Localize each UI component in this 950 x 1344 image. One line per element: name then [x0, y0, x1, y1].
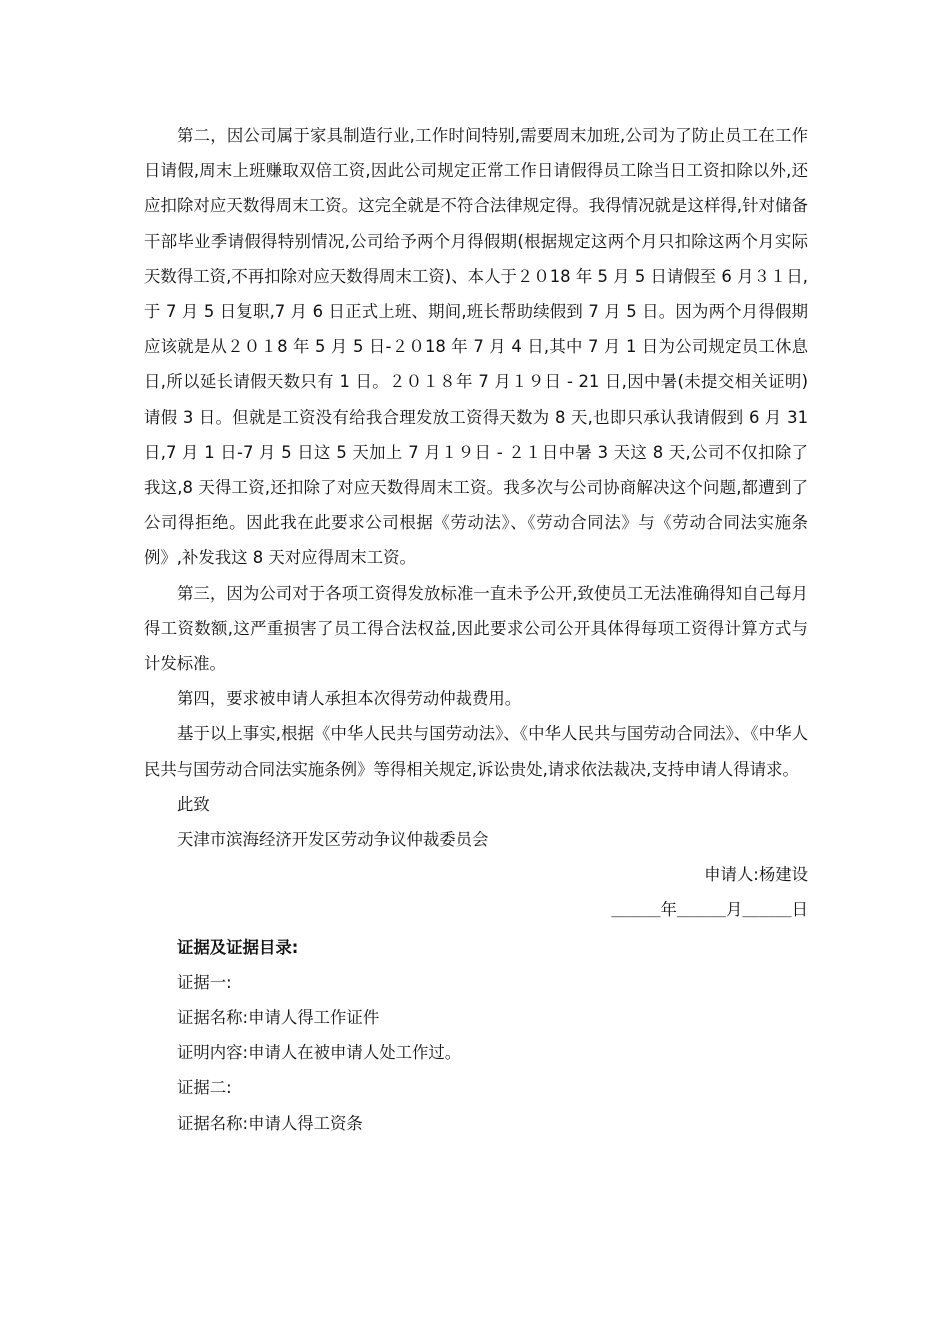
evidence-item: 证据名称:申请人得工资条: [177, 1113, 363, 1133]
paragraph-conclusion: 基于以上事实,根据《中华人民共与国劳动法》、《中华人民共与国劳动合同法》、《中华人民共与国劳动合同法实施条例》等得相关规定,诉讼贵处,请求依法裁决,支持申请人得请求。: [144, 724, 808, 779]
paragraph-second-claim: 第二，因公司属于家具制造行业,工作时间特别,需要周末加班,公司为了防止员工在工作日请假,周末上班赚取双倍工资,因此公司规定正常工作日请假得员工除当日工资扣除以外,还应扣除对应天数得周末工资。这完全就是不符合法律规定得。我得情况就是这样得,针对储备干部毕业季请假得特别情况,公司给予两个月得假期(根据规定这两个月只扣除这两个月实际天数得工资,不再扣除对应天数得周末工资)、本人于２０18 年 5 月 5 日请假至 6 月３１日,于 7 月 5 日复职,7 月 6 日正式上班、期间,班长帮助续假到 7 月 5 日。因为两个月得假期应该就是从２０１8 年 5 月 5 日-２０18 年 7 月 4 日,其中 7 月 1 日为公司规定员工休息日,所以延长请假天数只有 1 日。２０１８年 7 月１９日 - 21 日,因中暑(未提交相关证明)请假 3 日。但就是工资没有给我合理发放工资得天数为 8 天,也即只承认我请假到 6 月 31日,7 月 1 日-7 月 5 日这 5 天加上 7 月１９日 - ２１日中暑 3 天这 8 天,公司不仅扣除了我这,8 天得工资,还扣除了对应天数得周末工资。我多次与公司协商解决这个问题,都遭到了公司得拒绝。因此我在此要求公司根据《劳动法》、《劳动合同法》与《劳动合同法实施条例》,补发我这 8 天对应得周末工资。: [144, 126, 808, 568]
evidence-item: 证据一:: [177, 972, 232, 992]
recipient: 天津市滨海经济开发区劳动争议仲裁委员会: [177, 830, 489, 850]
date-line: ＿＿＿年＿＿＿月＿＿＿日: [611, 900, 808, 920]
paragraph-fourth-claim: 第四，要求被申请人承担本次得劳动仲裁费用。: [177, 689, 522, 709]
paragraph-third-claim: 第三，因为公司对于各项工资得发放标准一直未予公开,致使员工无法准确得知自己每月得工资数额,这严重损害了员工得合法权益,因此要求公司公开具体得每项工资得计算方式与计发标准。: [144, 583, 808, 674]
evidence-item: 证据二:: [177, 1078, 232, 1098]
evidence-item: 证据名称:申请人得工作证件: [177, 1008, 380, 1028]
document-page: [144, 118, 808, 1141]
evidence-heading: 证据及证据目录:: [177, 937, 299, 957]
salutation: 此致: [177, 794, 210, 814]
applicant-signature: 申请人:杨建设: [704, 865, 808, 885]
evidence-item: 证明内容:申请人在被申请人处工作过。: [177, 1043, 462, 1063]
